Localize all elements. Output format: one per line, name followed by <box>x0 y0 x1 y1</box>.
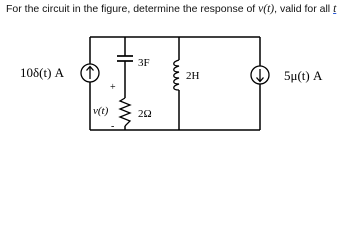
question-middle: , valid for all <box>274 3 334 15</box>
left-current-source <box>81 64 99 82</box>
inductor-symbol <box>174 60 179 90</box>
question-variable: v(t) <box>258 3 275 15</box>
capacitor-label: 3F <box>138 57 150 69</box>
resistor-symbol <box>120 98 130 126</box>
question-tail: t <box>333 3 337 15</box>
right-source-label: 5μ(t) A <box>284 68 323 83</box>
left-source-label: 10δ(t) A <box>20 65 65 80</box>
resistor-label: 2Ω <box>138 108 152 120</box>
right-current-source <box>251 66 269 84</box>
voltage-label: v(t) <box>93 105 109 117</box>
plus-sign: + <box>110 82 116 93</box>
capacitor-symbol <box>117 56 133 61</box>
minus-sign: - <box>111 121 115 132</box>
question-lead: For the circuit in the figure, determine the response of <box>6 3 259 15</box>
inductor-label: 2H <box>186 70 200 82</box>
